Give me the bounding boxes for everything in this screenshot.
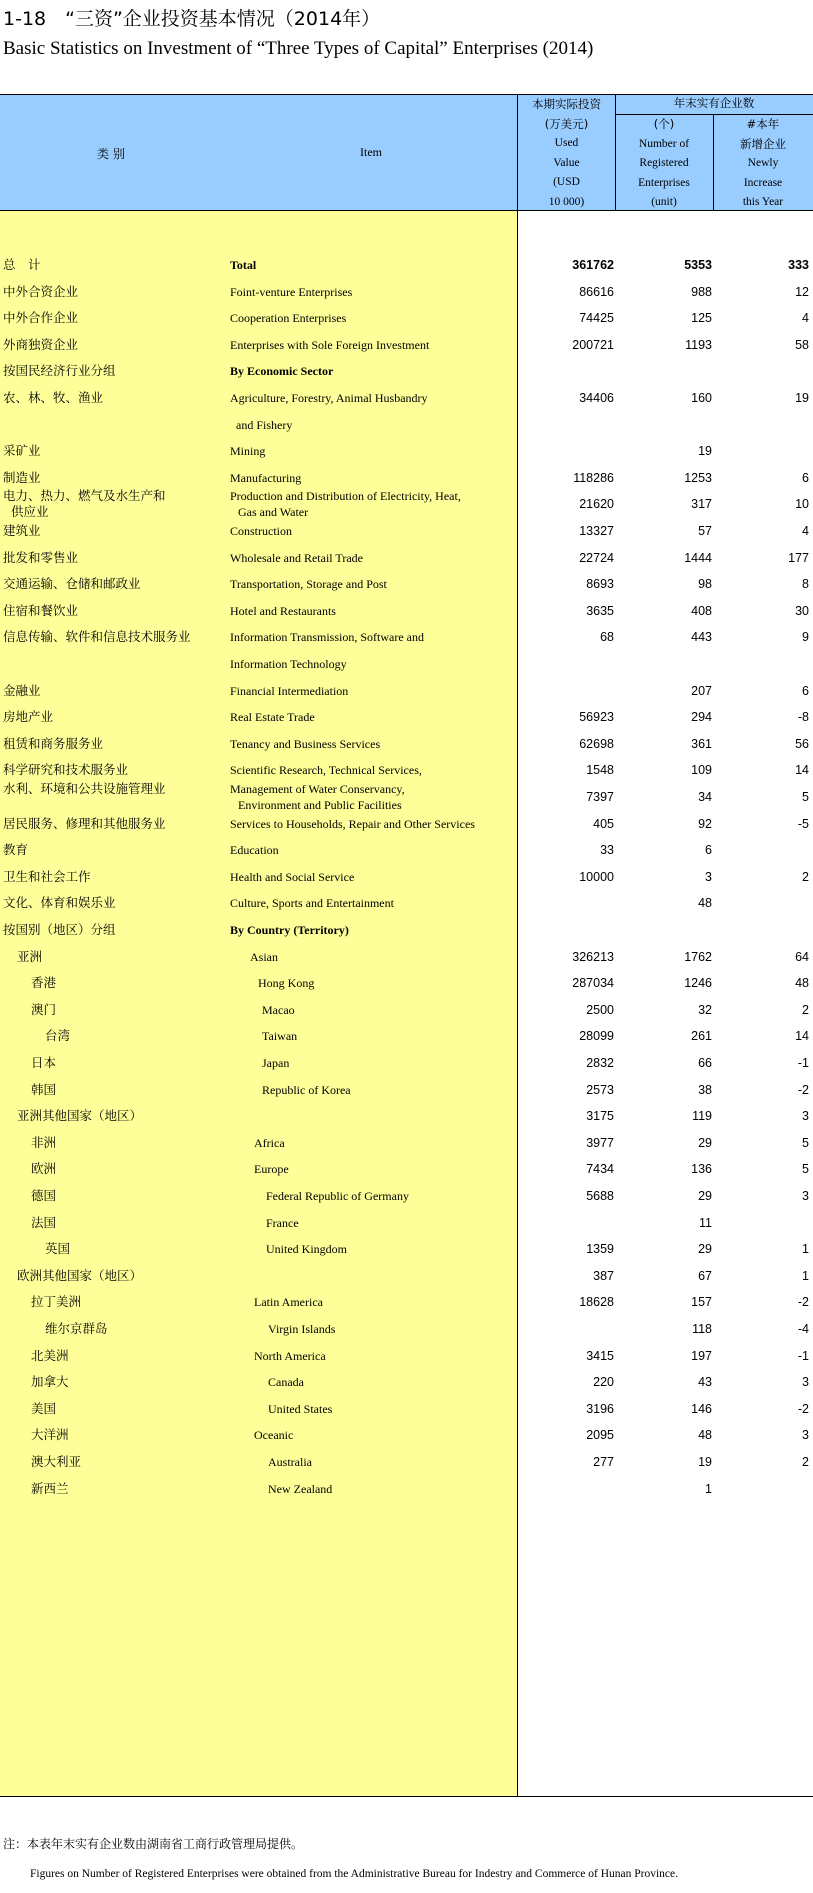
row-label-zh: 批发和零售业 xyxy=(3,549,79,565)
header-col-new xyxy=(713,115,813,213)
cell-used-value: 68 xyxy=(600,630,614,645)
row-label-en: Culture, Sports and Entertainment xyxy=(230,896,394,911)
cell-registered: 146 xyxy=(691,1401,712,1416)
header-item: Item xyxy=(360,145,382,159)
table-row xyxy=(0,867,813,887)
row-label-zh: 中外合作企业 xyxy=(3,310,79,326)
cell-new-enterprises: 6 xyxy=(802,470,809,485)
cell-used-value: 118286 xyxy=(573,470,614,485)
header-new-line: Newly xyxy=(747,157,779,169)
cell-registered: 157 xyxy=(691,1295,712,1310)
row-label-zh: 住宿和餐饮业 xyxy=(3,602,79,618)
cell-used-value: 3415 xyxy=(586,1348,614,1363)
header-registered-line: Enterprises xyxy=(638,176,690,189)
cell-new-enterprises: 14 xyxy=(795,763,809,778)
row-label-en: Construction xyxy=(230,524,292,538)
cell-new-enterprises: 64 xyxy=(795,949,809,964)
cell-new-enterprises: 333 xyxy=(788,258,809,272)
table-title-zh: 1-18 “三资”企业投资基本情况（2014年） xyxy=(3,8,381,30)
header-used-value-line: 10 000) xyxy=(548,195,585,208)
row-label-zh: 外商独资企业 xyxy=(3,336,79,352)
cell-registered: 48 xyxy=(698,1428,712,1443)
row-label-zh: 香港 xyxy=(31,975,57,991)
row-label-zh: 韩国 xyxy=(31,1081,57,1097)
cell-used-value: 34406 xyxy=(579,391,614,405)
row-label-en: Scientific Research, Technical Services, xyxy=(230,763,422,778)
row-label-zh: 欧洲其他国家（地区） xyxy=(17,1267,143,1283)
footnote-en: Figures on Number of Registered Enterprises were obtained from the Administrative Bureau for Indestry and Commerce of Hunan Province. xyxy=(30,1868,678,1880)
header-category: 类 别 xyxy=(97,147,125,161)
table-row xyxy=(0,681,813,701)
cell-registered: 160 xyxy=(691,391,712,405)
row-label-zh: 卫生和社会工作 xyxy=(3,868,91,884)
cell-registered: 32 xyxy=(698,1002,712,1017)
cell-new-enterprises: 30 xyxy=(795,603,809,618)
row-label-en: Oceanic xyxy=(254,1428,294,1443)
table-row xyxy=(0,308,813,328)
cell-new-enterprises: 5 xyxy=(802,1135,809,1150)
row-label-en: Total xyxy=(230,258,257,272)
table-title-en: Basic Statistics on Investment of “Three Types of Capital” Enterprises (2014) xyxy=(3,38,594,59)
cell-used-value: 220 xyxy=(593,1375,614,1390)
table-row xyxy=(0,947,813,967)
table-row xyxy=(0,654,813,674)
cell-registered: 5353 xyxy=(684,258,712,272)
header-registered-line: (个) xyxy=(653,117,675,131)
row-label-en: Tenancy and Business Services xyxy=(230,736,381,751)
row-label-en: Virgin Islands xyxy=(268,1322,336,1336)
cell-new-enterprises: 14 xyxy=(795,1029,809,1044)
cell-new-enterprises: 2 xyxy=(802,869,809,884)
table-row xyxy=(0,1053,813,1073)
header-registered-line: Number of xyxy=(638,137,690,150)
cell-new-enterprises: 5 xyxy=(802,1162,809,1177)
cell-used-value: 2832 xyxy=(586,1056,614,1070)
table-row xyxy=(0,574,813,594)
row-label-en: France xyxy=(266,1215,299,1230)
row-label-zh: 澳门 xyxy=(31,1001,57,1017)
row-label-zh: 台湾 xyxy=(45,1028,71,1044)
cell-registered: 1 xyxy=(705,1481,712,1496)
cell-new-enterprises: 19 xyxy=(795,391,809,405)
cell-new-enterprises: 3 xyxy=(802,1109,809,1124)
row-label-en: Macao xyxy=(262,1002,295,1017)
cell-registered: 29 xyxy=(698,1135,712,1150)
row-label-en: Information Technology xyxy=(230,657,347,671)
row-label-en: Canada xyxy=(268,1375,304,1390)
table-row xyxy=(0,781,813,812)
cell-new-enterprises: 48 xyxy=(795,976,809,991)
cell-registered: 1193 xyxy=(685,337,712,352)
cell-used-value: 387 xyxy=(593,1268,614,1283)
cell-new-enterprises: 177 xyxy=(788,550,809,565)
row-label-zh: 维尔京群岛 xyxy=(45,1321,108,1336)
row-label-en: Hong Kong xyxy=(258,976,315,991)
table-row xyxy=(0,361,813,381)
table-row xyxy=(0,760,813,780)
row-label-en: Asian xyxy=(250,949,278,964)
cell-used-value: 21620 xyxy=(579,497,614,512)
cell-new-enterprises: -4 xyxy=(797,1322,809,1336)
row-label-zh: 非洲 xyxy=(31,1134,57,1150)
table-row xyxy=(0,488,813,520)
table-row xyxy=(0,1452,813,1472)
row-label-zh: 教育 xyxy=(3,842,29,858)
table-row xyxy=(0,1479,813,1499)
cell-new-enterprises: 3 xyxy=(802,1375,809,1390)
table-row xyxy=(0,814,813,834)
row-label-en: Agriculture, Forestry, Animal Husbandry xyxy=(230,391,428,405)
cell-used-value: 3977 xyxy=(586,1135,614,1150)
header-new-line: this Year xyxy=(742,196,784,208)
table-row xyxy=(0,335,813,355)
cell-registered: 1444 xyxy=(684,550,712,565)
row-label-en: Africa xyxy=(254,1135,285,1150)
header-used-value-line: Value xyxy=(553,156,580,169)
cell-registered: 38 xyxy=(698,1082,712,1097)
cell-new-enterprises: 58 xyxy=(795,337,809,352)
header-new-line: Increase xyxy=(743,176,783,189)
cell-used-value: 287034 xyxy=(572,976,614,991)
table-row xyxy=(0,920,813,940)
header-col-registered xyxy=(615,115,713,213)
table-row xyxy=(0,840,813,860)
row-label-zh: 农、林、牧、渔业 xyxy=(3,390,104,405)
cell-registered: 136 xyxy=(691,1162,712,1177)
cell-registered: 11 xyxy=(699,1215,712,1230)
row-label-en: Health and Social Service xyxy=(230,869,355,884)
row-label-zh: 房地产业 xyxy=(3,709,54,725)
row-label-zh: 中外合资企业 xyxy=(3,283,79,299)
cell-used-value: 405 xyxy=(593,816,614,831)
cell-used-value: 277 xyxy=(593,1455,614,1469)
row-label-zh: 居民服务、修理和其他服务业 xyxy=(3,815,166,831)
row-label-zh: 建筑业 xyxy=(3,523,41,538)
table-row xyxy=(0,1133,813,1153)
row-label-en: Cooperation Enterprises xyxy=(230,311,347,326)
cell-registered: 98 xyxy=(698,577,712,592)
cell-registered: 408 xyxy=(691,603,712,618)
row-label-en: By Economic Sector xyxy=(230,364,334,379)
cell-used-value: 1359 xyxy=(586,1242,614,1257)
cell-used-value: 10000 xyxy=(579,869,614,884)
row-label-en: Manufacturing xyxy=(230,470,302,485)
row-label-zh: 按国别（地区）分组 xyxy=(3,922,116,937)
cell-registered: 207 xyxy=(691,683,712,698)
row-label-zh: 日本 xyxy=(31,1055,57,1070)
table-row xyxy=(0,548,813,568)
cell-registered: 34 xyxy=(698,790,712,804)
row-label-en: Latin America xyxy=(254,1295,323,1310)
table-row xyxy=(0,1026,813,1046)
cell-used-value: 361762 xyxy=(572,258,614,272)
cell-used-value: 3196 xyxy=(586,1401,614,1416)
cell-new-enterprises: 10 xyxy=(795,497,809,512)
row-label-en: United Kingdom xyxy=(266,1242,347,1257)
row-label-zh: 电力、热力、燃气及水生产和 供应业 xyxy=(3,488,166,520)
row-label-zh: 按国民经济行业分组 xyxy=(3,363,116,379)
row-label-zh: 拉丁美洲 xyxy=(31,1294,82,1310)
cell-used-value: 62698 xyxy=(579,736,614,751)
row-label-zh: 信息传输、软件和信息技术服务业 xyxy=(3,629,191,645)
cell-new-enterprises: -1 xyxy=(797,1348,809,1363)
row-label-zh: 北美洲 xyxy=(31,1347,69,1363)
table-row xyxy=(0,415,813,435)
header-col-registered-top: 年末实有企业数 xyxy=(673,98,755,110)
cell-registered: 43 xyxy=(698,1375,712,1390)
row-label-en: Enterprises with Sole Foreign Investment xyxy=(230,337,430,352)
table-row xyxy=(0,973,813,993)
row-label-zh: 澳大利亚 xyxy=(31,1454,82,1469)
row-label-en: Republic of Korea xyxy=(262,1082,351,1097)
row-label-en: United States xyxy=(268,1401,333,1416)
table-row xyxy=(0,282,813,302)
row-label-en: Information Transmission, Software and xyxy=(230,630,424,645)
row-label-zh: 德国 xyxy=(31,1188,57,1203)
row-label-zh: 交通运输、仓储和邮政业 xyxy=(3,576,141,592)
cell-new-enterprises: 9 xyxy=(802,630,809,645)
row-label-en: Real Estate Trade xyxy=(230,710,315,725)
cell-used-value: 2500 xyxy=(586,1002,614,1017)
cell-new-enterprises: -8 xyxy=(797,710,809,725)
row-label-en: Education xyxy=(230,843,279,858)
cell-registered: 67 xyxy=(698,1268,712,1283)
cell-used-value: 33 xyxy=(600,843,614,858)
row-label-zh: 亚洲 xyxy=(17,948,43,964)
table-row xyxy=(0,1399,813,1419)
cell-used-value: 326213 xyxy=(572,949,614,964)
table-row xyxy=(0,1319,813,1339)
table-bottom-rule xyxy=(0,1796,813,1797)
header-new-line: 新增企业 xyxy=(740,136,786,151)
row-label-zh: 英国 xyxy=(45,1241,71,1257)
row-label-en: and Fishery xyxy=(236,417,293,432)
cell-used-value: 86616 xyxy=(579,284,614,299)
cell-used-value: 2095 xyxy=(586,1428,614,1443)
cell-registered: 1246 xyxy=(684,976,712,991)
cell-new-enterprises: 1 xyxy=(802,1242,809,1257)
cell-new-enterprises: 5 xyxy=(802,790,809,804)
cell-new-enterprises: 2 xyxy=(802,1455,809,1469)
row-label-zh: 欧洲 xyxy=(31,1161,57,1177)
header-used-value-line: 本期实际投资 xyxy=(532,97,601,111)
row-label-en: Wholesale and Retail Trade xyxy=(230,550,363,565)
table-row xyxy=(0,255,813,275)
cell-registered: 19 xyxy=(698,1455,712,1469)
cell-new-enterprises: 12 xyxy=(795,284,809,299)
cell-registered: 92 xyxy=(698,816,712,831)
row-label-zh: 加拿大 xyxy=(31,1374,69,1390)
header-used-value-line: (USD xyxy=(553,176,580,188)
row-label-en: Taiwan xyxy=(262,1029,298,1044)
cell-registered: 118 xyxy=(692,1322,712,1336)
row-label-zh: 美国 xyxy=(31,1400,57,1416)
cell-used-value: 200721 xyxy=(572,337,614,352)
cell-used-value: 7397 xyxy=(586,790,614,804)
cell-used-value: 56923 xyxy=(579,710,614,725)
row-label-zh: 大洋洲 xyxy=(31,1427,69,1443)
table-row xyxy=(0,1292,813,1312)
table-row xyxy=(0,707,813,727)
cell-used-value: 5688 xyxy=(586,1189,614,1203)
cell-registered: 119 xyxy=(692,1109,712,1124)
cell-used-value: 13327 xyxy=(579,524,614,538)
header-used-value-line: Used xyxy=(554,137,579,149)
row-label-en: By Country (Territory) xyxy=(230,923,349,937)
table-row xyxy=(0,893,813,913)
cell-registered: 29 xyxy=(698,1189,712,1203)
row-label-en: Australia xyxy=(268,1455,312,1469)
cell-registered: 109 xyxy=(691,763,712,778)
cell-used-value: 74425 xyxy=(579,311,614,326)
row-label-zh: 新西兰 xyxy=(31,1480,69,1496)
row-label-en: Management of Water Conservancy, Environment and Public Facilities xyxy=(230,782,405,812)
cell-registered: 443 xyxy=(691,630,712,645)
row-label-zh: 科学研究和技术服务业 xyxy=(3,762,129,778)
row-label-en: Mining xyxy=(230,444,266,459)
cell-used-value: 1548 xyxy=(586,763,614,778)
cell-registered: 66 xyxy=(698,1056,712,1070)
cell-registered: 3 xyxy=(705,869,712,884)
cell-registered: 6 xyxy=(705,843,712,858)
row-label-en: New Zealand xyxy=(268,1481,333,1496)
cell-new-enterprises: 4 xyxy=(802,524,809,538)
cell-used-value: 7434 xyxy=(586,1162,614,1177)
table-row xyxy=(0,1266,813,1286)
cell-registered: 1253 xyxy=(684,470,712,485)
cell-registered: 988 xyxy=(691,284,712,299)
table-row xyxy=(0,441,813,461)
cell-new-enterprises: 2 xyxy=(802,1002,809,1017)
cell-registered: 361 xyxy=(691,736,712,751)
cell-new-enterprises: -5 xyxy=(797,816,809,831)
header-registered-line: Registered xyxy=(639,157,689,169)
cell-used-value: 18628 xyxy=(579,1295,614,1310)
cell-new-enterprises: 3 xyxy=(802,1428,809,1443)
cell-new-enterprises: -1 xyxy=(797,1056,809,1070)
cell-used-value: 2573 xyxy=(586,1082,614,1097)
table-row xyxy=(0,734,813,754)
row-label-en: Financial Intermediation xyxy=(230,683,349,698)
footnote-zh: 注：本表年末实有企业数由湖南省工商行政管理局提供。 xyxy=(3,1837,304,1851)
row-label-zh: 法国 xyxy=(31,1214,57,1230)
row-label-en: Services to Households, Repair and Other Services xyxy=(230,816,475,831)
row-label-zh: 文化、体育和娱乐业 xyxy=(3,895,116,911)
row-label-en: Europe xyxy=(254,1162,289,1177)
cell-registered: 294 xyxy=(691,710,712,725)
cell-registered: 29 xyxy=(698,1242,712,1257)
row-label-zh: 水利、环境和公共设施管理业 xyxy=(3,781,166,796)
cell-registered: 317 xyxy=(691,497,712,512)
table-row xyxy=(0,1186,813,1206)
table-row xyxy=(0,627,813,647)
table-row xyxy=(0,1239,813,1259)
row-label-en: North America xyxy=(254,1348,326,1363)
row-label-zh: 亚洲其他国家（地区） xyxy=(17,1108,143,1124)
cell-new-enterprises: -2 xyxy=(797,1401,809,1416)
cell-registered: 48 xyxy=(698,896,712,911)
row-label-zh: 采矿业 xyxy=(3,443,41,459)
cell-registered: 197 xyxy=(691,1348,712,1363)
cell-registered: 125 xyxy=(691,311,712,326)
cell-used-value: 3635 xyxy=(586,603,614,618)
table-row xyxy=(0,1425,813,1445)
row-label-en: Japan xyxy=(262,1056,290,1070)
table-row xyxy=(0,1213,813,1233)
cell-new-enterprises: -2 xyxy=(797,1295,809,1310)
cell-registered: 1762 xyxy=(684,949,712,964)
table-row xyxy=(0,1080,813,1100)
table-row xyxy=(0,1106,813,1126)
cell-new-enterprises: 6 xyxy=(802,683,809,698)
cell-new-enterprises: 56 xyxy=(795,736,809,751)
cell-new-enterprises: 4 xyxy=(802,311,809,326)
cell-new-enterprises: -2 xyxy=(797,1082,809,1097)
cell-used-value: 22724 xyxy=(579,550,614,565)
cell-registered: 261 xyxy=(691,1029,712,1044)
header-new-line: #本年 xyxy=(746,117,780,131)
cell-new-enterprises: 3 xyxy=(802,1189,809,1203)
table-row xyxy=(0,1159,813,1179)
row-label-en: Transportation, Storage and Post xyxy=(230,577,387,592)
cell-new-enterprises: 8 xyxy=(802,577,809,592)
row-label-en: Foint-venture Enterprises xyxy=(230,284,353,299)
row-label-en: Production and Distribution of Electricity, Heat, Gas and Water xyxy=(230,489,461,520)
table-row xyxy=(0,388,813,408)
cell-new-enterprises: 1 xyxy=(802,1268,809,1283)
table-row xyxy=(0,521,813,541)
table-row xyxy=(0,468,813,488)
header-used-value-line: (万美元) xyxy=(544,116,589,131)
cell-registered: 19 xyxy=(698,444,712,459)
row-label-zh: 总 计 xyxy=(3,257,41,272)
row-label-zh: 租赁和商务服务业 xyxy=(3,735,104,751)
row-label-en: Hotel and Restaurants xyxy=(230,603,336,618)
header-registered-line: (unit) xyxy=(651,196,677,208)
cell-used-value: 3175 xyxy=(586,1109,614,1124)
cell-used-value: 8693 xyxy=(586,577,614,592)
row-label-zh: 金融业 xyxy=(3,682,41,698)
cell-used-value: 28099 xyxy=(579,1029,614,1044)
header-col-used-value xyxy=(518,95,615,212)
row-label-zh: 制造业 xyxy=(3,469,41,485)
table-row xyxy=(0,1372,813,1392)
cell-registered: 57 xyxy=(698,524,712,538)
table-row xyxy=(0,1346,813,1366)
table-row xyxy=(0,1000,813,1020)
row-label-en: Federal Republic of Germany xyxy=(266,1189,409,1203)
table-row xyxy=(0,601,813,621)
